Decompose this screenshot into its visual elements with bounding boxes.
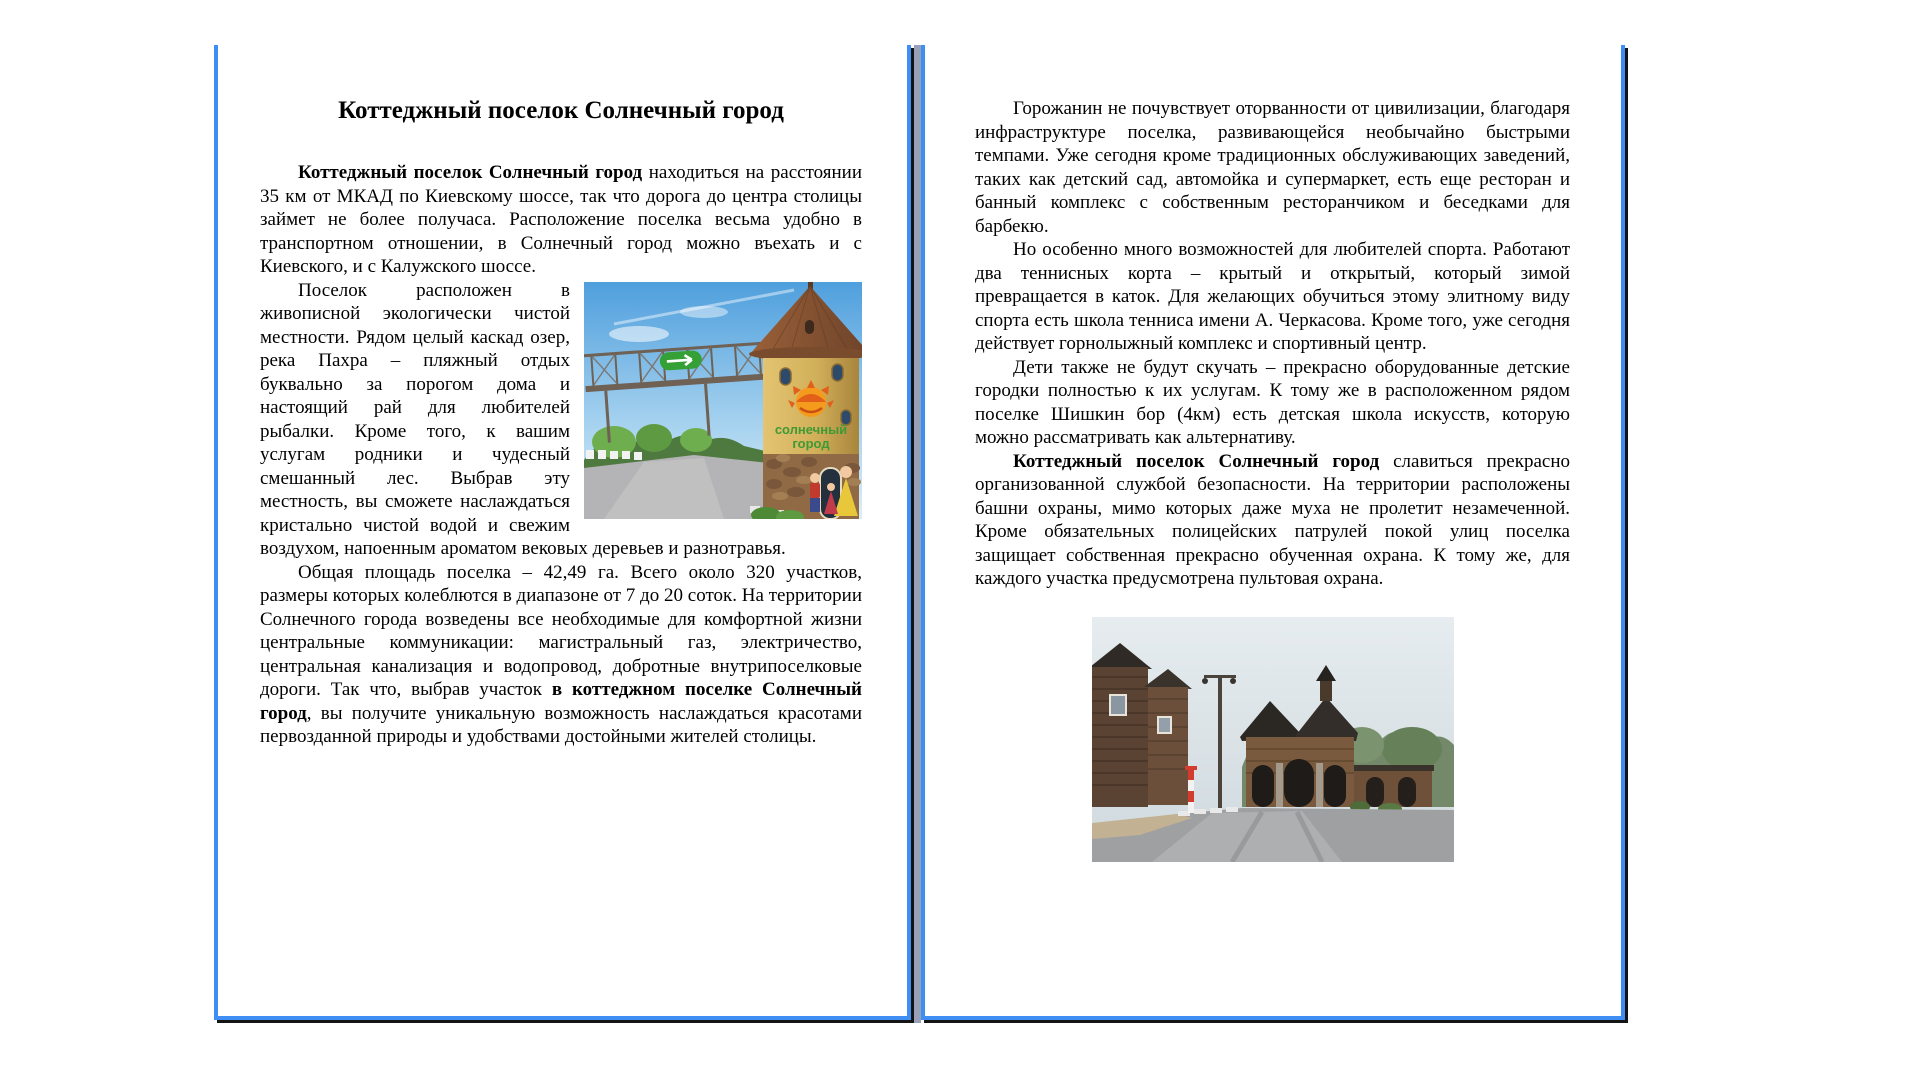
page-title: Коттеджный поселок Солнечный город [338, 97, 784, 124]
paragraph-text: находиться на расстоянии 35 км от МКАД по Киевскому шоссе, так что дорога до центра столицы займет не более получаса. Расположение поселка весьма удобно в транспортном отношении, в Солнечный город можно въехать и с Киевского, и с Калужского шоссе. [260, 162, 863, 277]
paragraph-nature [260, 279, 862, 561]
paragraph-text: Поселок расположен в живописной экологически чистой местности. Рядом целый каскад озер, река Пахра – пляжный отдых буквально за порогом дома и настоящий рай для любителей рыбалки. Кроме того, к вашим услугам родники и чудесный смешанный лес. Выбрав эту местность, вы сможете наслаждаться кристально чистой водой и свежим воздухом, напоенным ароматом вековых деревьев и разнотравья. [260, 279, 786, 559]
village-tower-photo [584, 282, 862, 519]
paragraph-infrastructure [260, 561, 862, 749]
document-page-2 [921, 45, 1625, 1020]
paragraph-text: славиться прекрасно организованной службой безопасности. На территории расположены башни охраны, мимо которых даже муха не пролетит незамеченной. Кроме обязательных полицейских патрулей покой улиц поселка защищает собственная прекрасно обученная охрана. К тому же, для каждого участка предусмотрена пультовая охрана. [975, 450, 1570, 589]
document-page-1 [214, 45, 911, 1020]
bold-lead-text: Коттеджный поселок Солнечный город [1013, 450, 1380, 472]
paragraph-security [975, 450, 1570, 591]
bold-inline-text: в коттеджном поселке Солнечный город [260, 679, 862, 724]
paragraph-text: Общая площадь поселка – 42,49 га. Всего около 320 участков, размеры которых колеблются в диапазоне от 7 до 20 соток. На территории Солнечного города возведены все необходимые для комфортной жизни центральные коммуникации: магистральный газ, электричество, центральная канализация и водопровод, добротные внутрипоселковые дороги. Так что, выбрав участок [260, 561, 862, 700]
page-gap [914, 45, 921, 1023]
entrance-photo-illustration [1092, 617, 1454, 862]
tower-sign-line1: солнечный [774, 421, 848, 437]
paragraph-text: , вы получите уникальную возможность наслаждаться красотами первозданной природы и удобствами достойными жителей столицы. [260, 702, 862, 747]
tower-photo-illustration [584, 282, 862, 519]
bold-lead-text: Коттеджный поселок Солнечный город [298, 162, 643, 183]
village-entrance-photo [1092, 617, 1454, 862]
paragraph-children: Дети также не будут скучать – прекрасно оборудованные детские городки полностью к их услугам. К тому же в расположенном рядом поселке Шишкин бор (4км) есть детская школа искусств, которую можно рассматривать как альтернативу. [975, 356, 1570, 448]
tower-sign-line2: город [792, 435, 830, 451]
paragraph-sport: Но особенно много возможностей для любителей спорта. Работают два теннисных корта – крытый и открытый, который зимой превращается в каток. Для желающих обучиться этому элитному виду спорта есть школа тенниса имени А. Черкасова. Кроме того, уже сегодня действует горнолыжный комплекс и спортивный центр. [975, 239, 1570, 354]
paragraph-location [260, 161, 862, 279]
paragraph-civilization: Горожанин не почувствует оторванности от цивилизации, благодаря инфраструктуре поселка, развивающейся необычайно быстрыми темпами. Уже сегодня кроме традиционных обслуживающих заведений, таких как детский сад, автомойка и супермаркет, есть еще ресторан и банный комплекс с собственным ресторанчиком и беседками для барбекю. [975, 98, 1570, 237]
